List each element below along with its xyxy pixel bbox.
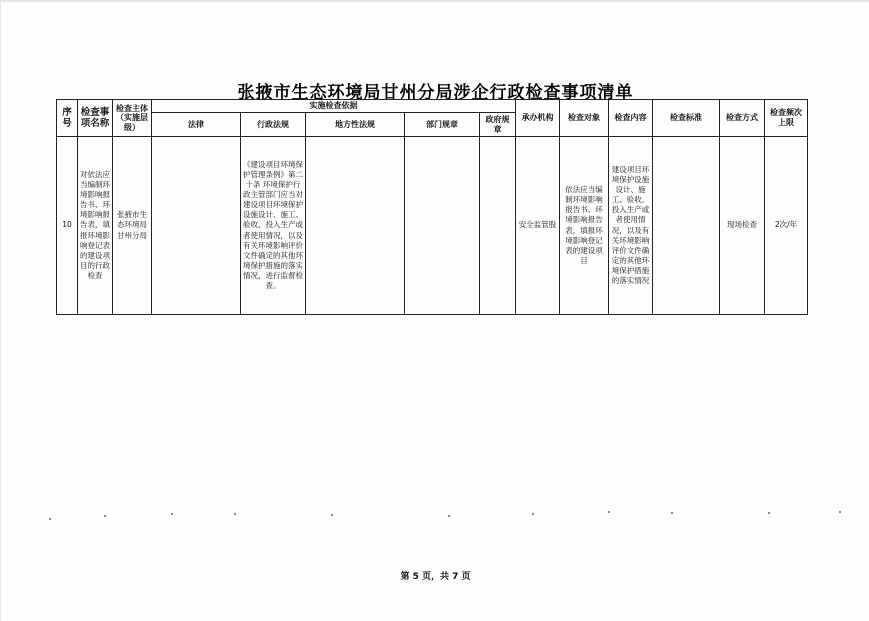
cell-admin-reg: 《建设项目环境保护管理条例》第二十条 环境保护行政主管部门应当对建设项目环境保护设施设计、施工、验收、投入生产或者使用情况，以及有关环境影响评价文件确定的其他环境保护措施的落实情况，进行监督检查。 xyxy=(241,137,306,315)
scan-speck xyxy=(171,513,173,515)
cell-subject: 张掖市生态环境局甘州分局 xyxy=(113,137,152,315)
header-law: 法律 xyxy=(152,113,241,137)
header-basis-group: 实施检查依据 xyxy=(152,100,516,113)
page-title: 张掖市生态环境局甘州分局涉企行政检查事项清单 xyxy=(237,83,634,103)
page-number-footer: 第 5 页，共 7 页 xyxy=(400,572,471,582)
header-local-reg: 地方性法规 xyxy=(306,113,405,137)
scan-speck xyxy=(671,512,673,514)
scan-speck xyxy=(49,518,51,520)
header-standard: 检查标准 xyxy=(653,100,720,137)
header-seq: 序号 xyxy=(57,100,78,137)
cell-object: 依法应当编制环境影响报告书、环境影响报告表，填报环境影响登记表的建设项目 xyxy=(560,137,609,315)
cell-standard xyxy=(653,137,720,315)
table-row xyxy=(57,137,808,315)
scan-speck xyxy=(608,511,610,513)
inspection-items-table xyxy=(56,99,808,315)
scan-speck xyxy=(234,513,236,515)
cell-seq: 10 xyxy=(57,137,78,315)
header-admin-reg: 行政法规 xyxy=(241,113,306,137)
scan-speck xyxy=(839,511,841,513)
cell-content: 建设项目环境保护设施设计、施工、验收、投入生产或者使用情况，以及有关环境影响评价文件确定的其他环境保护措施的落实情况 xyxy=(609,137,653,315)
cell-gov-rule xyxy=(480,137,516,315)
header-row-1 xyxy=(57,100,808,113)
cell-local-reg xyxy=(306,137,405,315)
header-frequency: 检查频次上限 xyxy=(765,100,808,137)
cell-method: 现场检查 xyxy=(720,137,765,315)
header-item-name: 检查事项名称 xyxy=(78,100,113,137)
header-content: 检查内容 xyxy=(609,100,653,137)
header-gov-rule: 政府规章 xyxy=(480,113,516,137)
scan-speck xyxy=(104,515,106,517)
cell-agency: 安全监管股 xyxy=(516,137,560,315)
cell-frequency: 2次/年 xyxy=(765,137,808,315)
header-subject: 检查主体（实施层级） xyxy=(113,100,152,137)
header-agency: 承办机构 xyxy=(516,100,560,137)
header-dept-rule: 部门规章 xyxy=(405,113,480,137)
scan-speck xyxy=(331,514,333,516)
page-edge xyxy=(1,0,869,3)
header-object: 检查对象 xyxy=(560,100,609,137)
scan-speck xyxy=(768,512,770,514)
header-method: 检查方式 xyxy=(720,100,765,137)
scan-speck xyxy=(532,513,534,515)
cell-law xyxy=(152,137,241,315)
cell-dept-rule xyxy=(405,137,480,315)
cell-item-name: 对依法应当编制环境影响报告书、环境影响报告表，填报环境影响登记表的建设项目的行政检查 xyxy=(78,137,113,315)
scan-speck xyxy=(448,515,450,517)
